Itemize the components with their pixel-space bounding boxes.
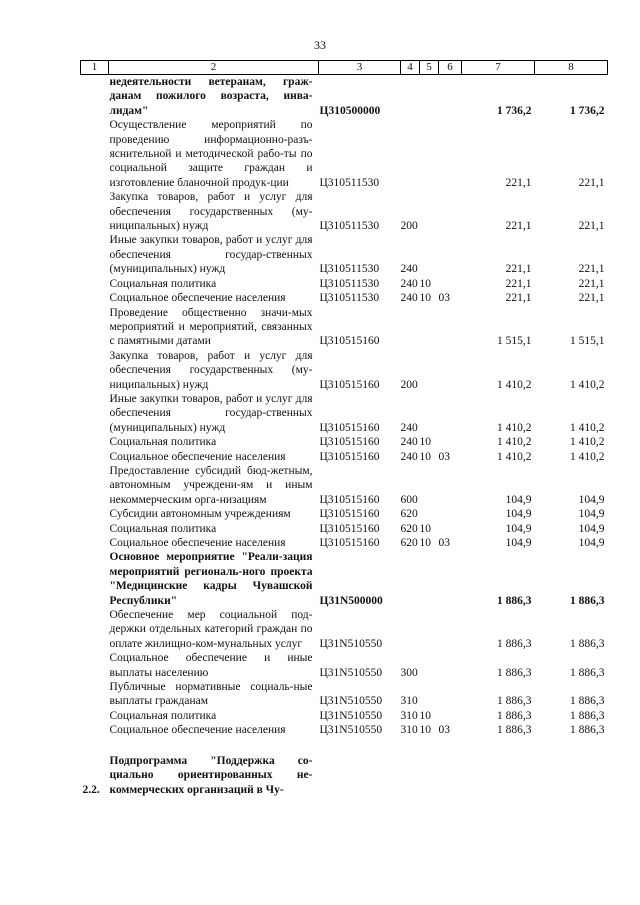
col4-cell: 240 bbox=[400, 292, 418, 305]
code-cell: Ц31N510550 bbox=[319, 709, 383, 722]
col6-cell bbox=[439, 680, 462, 709]
code-cell: Ц310511530 bbox=[319, 292, 380, 305]
col4-cell bbox=[401, 75, 420, 119]
header-cell: 5 bbox=[420, 61, 439, 75]
amount-col8-cell: 221,1 bbox=[578, 176, 605, 189]
row-number-cell bbox=[81, 435, 109, 449]
section-title: Подпрограмма "Поддержка со-циально ориентированных не-коммерческих организаций в Чу- bbox=[109, 754, 313, 796]
col5-cell bbox=[420, 392, 439, 435]
amount-col8-cell: 1 886,3 bbox=[570, 594, 605, 607]
col4-cell: 310 bbox=[400, 709, 418, 722]
amount-col7-cell: 1 886,3 bbox=[497, 637, 532, 650]
code-cell: Ц310515160 bbox=[319, 508, 380, 521]
col5-cell bbox=[420, 118, 439, 190]
amount-col8-cell: 104,9 bbox=[578, 522, 605, 535]
amount-col7-cell: 104,9 bbox=[505, 537, 532, 549]
amount-col7-cell: 1 886,3 bbox=[497, 666, 532, 679]
table-row bbox=[81, 507, 608, 521]
amount-col7-cell: 1 410,2 bbox=[497, 436, 532, 449]
table-row bbox=[81, 723, 608, 737]
col4-cell bbox=[401, 306, 420, 349]
row-number-cell bbox=[81, 522, 109, 536]
code-cell: Ц31N510550 bbox=[319, 637, 383, 650]
row-number-cell bbox=[81, 306, 109, 349]
description-cell: Основное мероприятие "Реали-зация мероприятий региональ-ного проекта "Медицинские кадры Чувашской Республики" bbox=[109, 551, 313, 607]
col6-cell bbox=[439, 709, 462, 723]
description-cell: Социальное обеспечение населения bbox=[109, 450, 286, 463]
header-cell: 4 bbox=[401, 61, 420, 75]
col6-cell bbox=[439, 651, 462, 680]
description-cell: Социальная политика bbox=[109, 522, 217, 535]
amount-col8-cell: 221,1 bbox=[578, 220, 605, 233]
col6-cell bbox=[439, 118, 462, 190]
description-cell: Осуществление мероприятий по проведению информационно-разъ-яснительной и методической рабо-ты по социальной защите граждан и изготовление бланочной продук-ции bbox=[109, 119, 313, 189]
amount-col7-cell: 221,1 bbox=[505, 220, 532, 233]
row-number-cell bbox=[81, 680, 109, 709]
col5-cell: 10 bbox=[419, 450, 431, 463]
code-cell: Ц310515160 bbox=[319, 421, 380, 434]
col6-cell bbox=[439, 349, 462, 392]
col5-cell bbox=[420, 550, 439, 608]
col5-cell bbox=[420, 75, 439, 119]
table-row bbox=[81, 349, 608, 392]
code-cell: Ц31N500000 bbox=[319, 594, 383, 607]
amount-col7-cell: 1 736,2 bbox=[497, 104, 532, 117]
amount-col8-cell: 104,9 bbox=[578, 508, 605, 521]
row-number-cell bbox=[81, 291, 109, 305]
col4-cell: 620 bbox=[400, 508, 418, 521]
code-cell: Ц310515160 bbox=[319, 493, 380, 506]
row-number-cell bbox=[81, 709, 109, 723]
table-row bbox=[81, 651, 608, 680]
row-number-cell bbox=[81, 349, 109, 392]
col4-cell bbox=[401, 608, 420, 651]
code-cell: Ц310511530 bbox=[319, 277, 380, 290]
col5-cell bbox=[420, 233, 439, 276]
row-number-cell bbox=[81, 536, 109, 550]
col6-cell bbox=[439, 435, 462, 449]
code-cell: Ц31N510550 bbox=[319, 666, 383, 679]
amount-col7-cell: 1 410,2 bbox=[497, 378, 532, 391]
empty-cell bbox=[462, 738, 535, 797]
table-row bbox=[81, 75, 608, 119]
col5-cell bbox=[420, 651, 439, 680]
col6-cell bbox=[439, 392, 462, 435]
description-cell: Иные закупки товаров, работ и услуг для обеспечения государ-ственных (муниципальных) нужд bbox=[109, 234, 313, 276]
amount-col8-cell: 1 410,2 bbox=[570, 450, 605, 463]
code-cell: Ц310500000 bbox=[319, 104, 381, 117]
header-cell: 2 bbox=[109, 61, 319, 75]
col4-cell: 240 bbox=[400, 450, 418, 463]
description-cell: Обеспечение мер социальной под-держки отдельных категорий граждан по оплате жилищно-ком-мунальных услуг bbox=[109, 609, 313, 650]
amount-col7-cell: 221,1 bbox=[505, 277, 532, 290]
empty-cell bbox=[319, 738, 401, 797]
amount-col7-cell: 221,1 bbox=[505, 263, 532, 276]
col6-cell bbox=[439, 608, 462, 651]
empty-cell bbox=[439, 738, 462, 797]
description-cell: Проведение общественно значи-мых мероприятий и мероприятий, связанных с памятными датами bbox=[109, 306, 313, 348]
empty-cell bbox=[420, 738, 439, 797]
code-cell: Ц31N510550 bbox=[319, 695, 383, 708]
col4-cell: 240 bbox=[400, 277, 418, 290]
description-cell: Социальная политика bbox=[109, 709, 217, 722]
description-cell: Социальное обеспечение населения bbox=[109, 537, 286, 549]
table-row bbox=[81, 435, 608, 449]
description-cell: Социальное обеспечение населения bbox=[109, 292, 286, 305]
col6-cell: 03 bbox=[438, 537, 450, 549]
row-number-cell bbox=[81, 233, 109, 276]
table-row bbox=[81, 277, 608, 291]
col5-cell bbox=[420, 680, 439, 709]
amount-col7-cell: 1 410,2 bbox=[497, 421, 532, 434]
col5-cell bbox=[420, 464, 439, 507]
col5-cell bbox=[420, 349, 439, 392]
col4-cell: 200 bbox=[400, 378, 418, 391]
amount-col7-cell: 221,1 bbox=[505, 176, 532, 189]
description-cell: Закупка товаров, работ и услуг для обеспечения государственных (му-ниципальных) нужд bbox=[109, 191, 313, 233]
amount-col8-cell: 1 886,3 bbox=[570, 695, 605, 708]
col5-cell bbox=[420, 507, 439, 521]
description-cell: Предоставление субсидий бюд-жетным, автономным учреждени-ям и иным некоммерческим орга-низациям bbox=[109, 464, 313, 506]
code-cell: Ц310511530 bbox=[319, 220, 380, 233]
description-cell: Социальное обеспечение и иные выплаты населению bbox=[109, 652, 313, 679]
col4-cell: 200 bbox=[400, 220, 418, 233]
col4-cell bbox=[401, 550, 420, 608]
table-row bbox=[81, 118, 608, 190]
row-number-cell bbox=[81, 723, 109, 737]
description-cell: недеятельности ветеранам, граж-данам пожилого возраста, инва-лидам" bbox=[109, 76, 313, 117]
table-row bbox=[81, 233, 608, 276]
col5-cell: 10 bbox=[419, 537, 431, 549]
code-cell: Ц310515160 bbox=[319, 378, 380, 391]
code-cell: Ц310515160 bbox=[319, 450, 380, 463]
table-row bbox=[81, 291, 608, 305]
table-row bbox=[81, 536, 608, 550]
col4-cell: 310 bbox=[400, 724, 418, 737]
header-cell: 3 bbox=[319, 61, 401, 75]
col6-cell bbox=[439, 464, 462, 507]
col4-cell: 240 bbox=[400, 421, 418, 434]
amount-col8-cell: 1 515,1 bbox=[570, 335, 605, 348]
col6-cell bbox=[439, 277, 462, 291]
amount-col8-cell: 221,1 bbox=[578, 263, 605, 276]
col4-cell: 300 bbox=[400, 666, 418, 679]
amount-col8-cell: 1 410,2 bbox=[570, 436, 605, 449]
col6-cell bbox=[439, 507, 462, 521]
row-number-cell bbox=[81, 190, 109, 233]
amount-col8-cell: 1 886,3 bbox=[570, 709, 605, 722]
table-row bbox=[81, 608, 608, 651]
description-cell: Публичные нормативные социаль-ные выплаты гражданам bbox=[109, 681, 313, 708]
amount-col8-cell: 1 410,2 bbox=[570, 378, 605, 391]
description-cell: Социальная политика bbox=[109, 436, 217, 449]
col4-cell: 600 bbox=[400, 493, 418, 506]
amount-col7-cell: 104,9 bbox=[505, 522, 532, 535]
col6-cell bbox=[439, 233, 462, 276]
row-number-cell bbox=[81, 118, 109, 190]
col5-cell: 10 bbox=[419, 724, 431, 737]
col5-cell bbox=[420, 306, 439, 349]
empty-cell bbox=[401, 738, 420, 797]
table-row bbox=[81, 450, 608, 464]
col6-cell: 03 bbox=[438, 292, 450, 305]
col4-cell bbox=[401, 118, 420, 190]
row-number-cell bbox=[81, 277, 109, 291]
col4-cell: 310 bbox=[400, 695, 418, 708]
amount-col7-cell: 104,9 bbox=[505, 493, 532, 506]
page-number: 33 bbox=[314, 38, 326, 52]
col4-cell: 620 bbox=[400, 522, 418, 535]
col4-cell: 240 bbox=[400, 263, 418, 276]
col4-cell: 620 bbox=[400, 537, 418, 549]
row-number-cell bbox=[81, 392, 109, 435]
col6-cell bbox=[439, 550, 462, 608]
header-cell: 6 bbox=[439, 61, 462, 75]
amount-col7-cell: 104,9 bbox=[505, 508, 532, 521]
empty-cell bbox=[535, 738, 608, 797]
header-cell: 8 bbox=[535, 61, 608, 75]
row-number-cell bbox=[81, 450, 109, 464]
amount-col8-cell: 1 736,2 bbox=[570, 104, 605, 117]
description-cell: Социальное обеспечение населения bbox=[109, 724, 286, 737]
amount-col8-cell: 1 410,2 bbox=[570, 421, 605, 434]
amount-col7-cell: 1 886,3 bbox=[497, 594, 532, 607]
col6-cell: 03 bbox=[438, 450, 450, 463]
description-cell: Закупка товаров, работ и услуг для обеспечения государственных (му-ниципальных) нужд bbox=[109, 349, 313, 391]
description-cell: Социальная политика bbox=[109, 277, 217, 290]
amount-col7-cell: 221,1 bbox=[505, 292, 532, 305]
col4-cell: 240 bbox=[400, 436, 418, 449]
col5-cell: 10 bbox=[419, 709, 431, 722]
amount-col8-cell: 221,1 bbox=[578, 292, 605, 305]
col5-cell: 10 bbox=[419, 292, 431, 305]
code-cell: Ц310511530 bbox=[319, 176, 380, 189]
col5-cell: 10 bbox=[419, 277, 431, 290]
col5-cell: 10 bbox=[419, 436, 431, 449]
table-row bbox=[81, 190, 608, 233]
table-row bbox=[81, 522, 608, 536]
row-number-cell bbox=[81, 75, 109, 119]
amount-col8-cell: 104,9 bbox=[578, 537, 605, 549]
table-row bbox=[81, 550, 608, 608]
table-row bbox=[81, 709, 608, 723]
amount-col7-cell: 1 515,1 bbox=[497, 335, 532, 348]
code-cell: Ц310515160 bbox=[319, 522, 380, 535]
header-cell: 1 bbox=[81, 61, 109, 75]
amount-col8-cell: 1 886,3 bbox=[570, 666, 605, 679]
table-header-row bbox=[81, 61, 608, 75]
description-cell: Иные закупки товаров, работ и услуг для обеспечения государ-ственных (муниципальных) нужд bbox=[109, 392, 313, 434]
row-number-cell bbox=[81, 507, 109, 521]
amount-col8-cell: 1 886,3 bbox=[570, 724, 605, 737]
code-cell: Ц310515160 bbox=[319, 537, 380, 549]
amount-col8-cell: 104,9 bbox=[578, 493, 605, 506]
row-number-cell bbox=[81, 550, 109, 608]
header-cell: 7 bbox=[462, 61, 535, 75]
col6-cell bbox=[439, 522, 462, 536]
table-row bbox=[81, 464, 608, 507]
col5-cell bbox=[420, 190, 439, 233]
code-cell: Ц31N510550 bbox=[319, 724, 383, 737]
section-number: 2.2. bbox=[82, 783, 100, 796]
col6-cell: 03 bbox=[438, 724, 450, 737]
amount-col8-cell: 221,1 bbox=[578, 277, 605, 290]
row-number-cell bbox=[81, 651, 109, 680]
code-cell: Ц310515160 bbox=[319, 335, 380, 348]
amount-col7-cell: 1 410,2 bbox=[497, 450, 532, 463]
amount-col7-cell: 1 886,3 bbox=[497, 709, 532, 722]
section-row bbox=[81, 738, 608, 797]
col6-cell bbox=[439, 190, 462, 233]
table-row bbox=[81, 680, 608, 709]
col5-cell bbox=[420, 608, 439, 651]
col6-cell bbox=[439, 306, 462, 349]
amount-col7-cell: 1 886,3 bbox=[497, 724, 532, 737]
description-cell: Субсидии автономным учреждениям bbox=[109, 508, 291, 521]
row-number-cell bbox=[81, 464, 109, 507]
row-number-cell bbox=[81, 608, 109, 651]
amount-col7-cell: 1 886,3 bbox=[497, 695, 532, 708]
table-row bbox=[81, 306, 608, 349]
code-cell: Ц310515160 bbox=[319, 436, 380, 449]
table-row bbox=[81, 392, 608, 435]
col5-cell: 10 bbox=[419, 522, 431, 535]
code-cell: Ц310511530 bbox=[319, 263, 380, 276]
amount-col8-cell: 1 886,3 bbox=[570, 637, 605, 650]
budget-table bbox=[80, 60, 608, 797]
col6-cell bbox=[439, 75, 462, 119]
